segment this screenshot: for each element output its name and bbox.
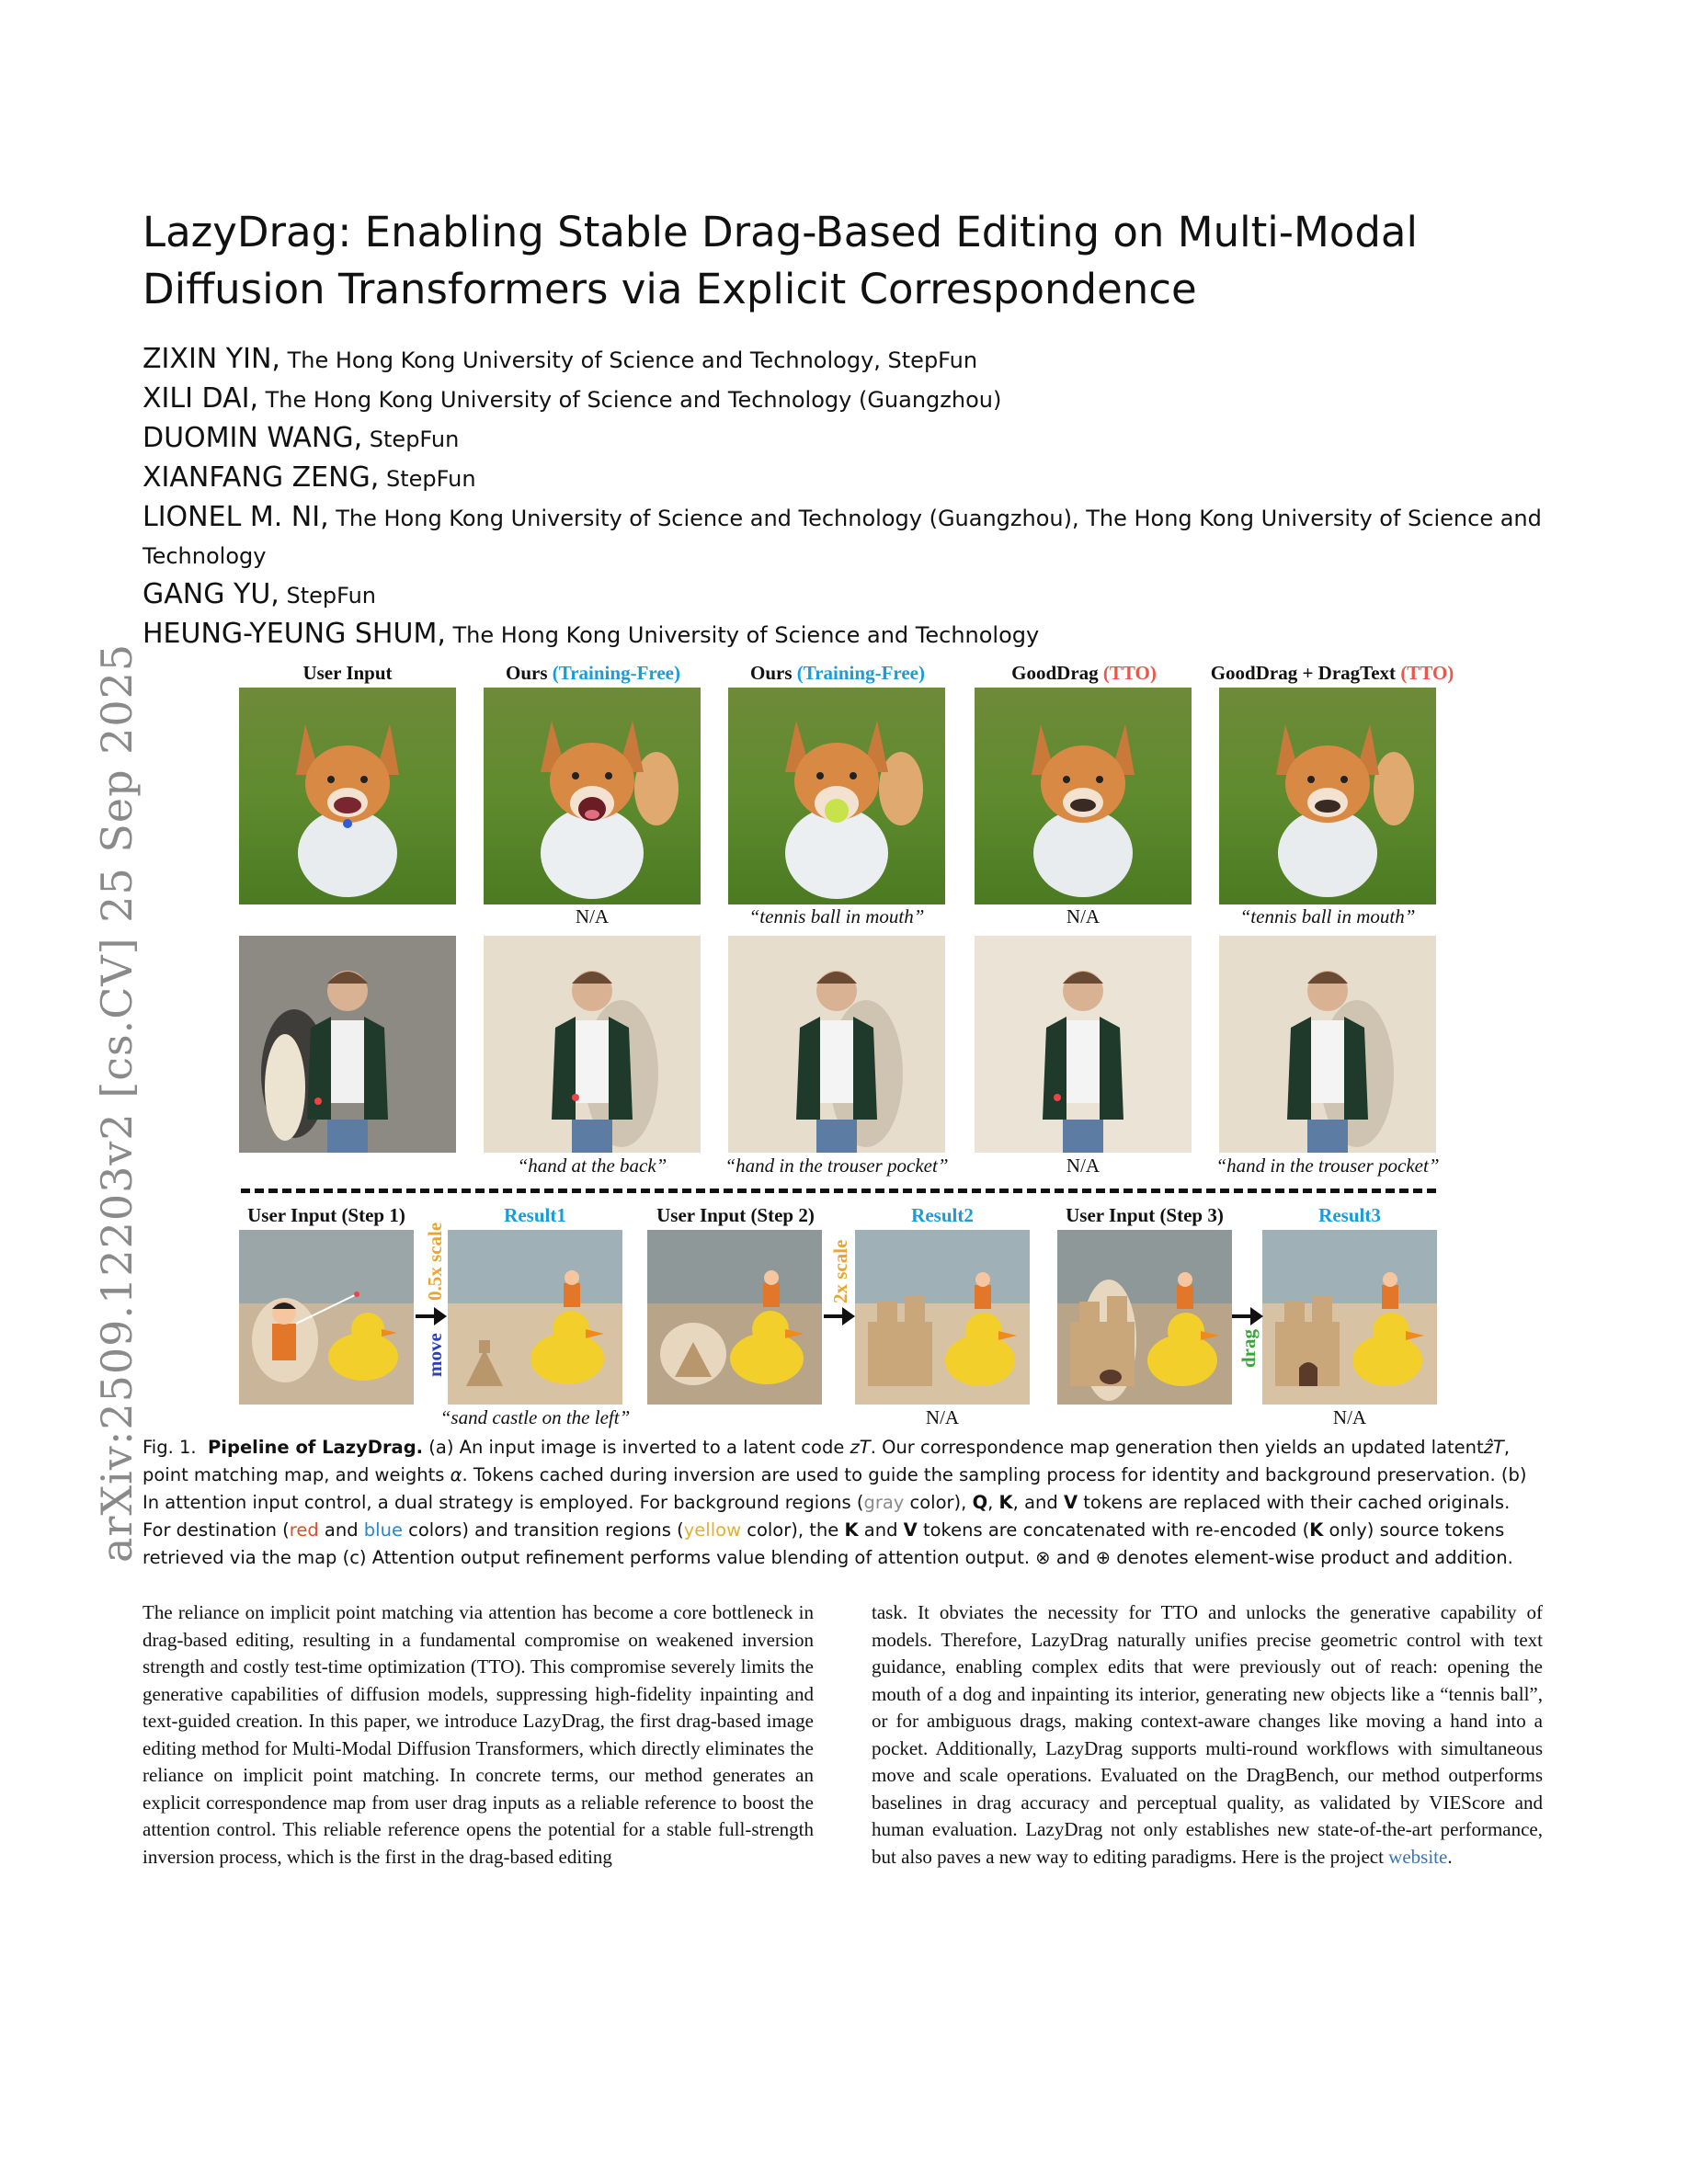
caption-text: , and (1012, 1492, 1064, 1513)
caption-K: K (1309, 1519, 1324, 1541)
header-step2: User Input (Step 2) (656, 1204, 815, 1226)
author-name: HEUNG-YEUNG SHUM, (143, 618, 446, 650)
arrow-step3-icon (1230, 1305, 1264, 1327)
caption-text: colors) and transition regions ( (402, 1519, 684, 1541)
header-tto-label: (TTO) (1102, 662, 1157, 684)
op-drag-label: drag (1237, 1329, 1260, 1368)
dog-image-ours-tennis-ball (728, 688, 945, 904)
caption-math-alpha: α (450, 1464, 462, 1485)
man-image-input (239, 936, 456, 1153)
header-training-free-label: (Training-Free) (796, 662, 925, 684)
caption-text: and (858, 1519, 904, 1541)
header-ours-1 (469, 662, 717, 685)
project-website-link[interactable]: website (1388, 1845, 1448, 1868)
header-step3: User Input (Step 3) (1066, 1204, 1224, 1226)
caption-text: tokens are replaced with their cached originals. For destination ( (143, 1492, 1511, 1541)
author-entry (143, 615, 1558, 654)
author-name: DUOMIN WANG, (143, 422, 363, 454)
caption-math-zT: zT (850, 1437, 871, 1458)
header-result3: Result3 (1318, 1204, 1381, 1226)
caption-text: , (987, 1492, 999, 1513)
caption-Q: Q (972, 1492, 988, 1513)
caption-text: and (318, 1519, 364, 1541)
caption-text: . Tokens cached during inversion are used to guide the sampling process for identity and background preservation. (b) In attention input control, a dual strategy is employed. For background regions ( (143, 1464, 1527, 1513)
author-affiliation: StepFun (362, 427, 460, 452)
header-training-free-label: (Training-Free) (552, 662, 680, 684)
row2-caption-ours-2: “hand in the trouser pocket” (724, 1155, 949, 1177)
header-gooddrag-label: GoodDrag (1011, 662, 1099, 684)
caption-text: color), (904, 1492, 973, 1513)
author-entry (143, 498, 1558, 575)
header-gooddrag-dragtext (1186, 662, 1478, 685)
caption-text: only) source tokens retrieved via the map (c) Attention output refinement performs value blending of attention output. ⊗ and ⊕ denotes element-wise product and addition. (143, 1519, 1513, 1568)
dog-image-ours-open-mouth (484, 688, 701, 904)
author-affiliation: StepFun (379, 466, 476, 492)
paper-title: LazyDrag: Enabling Stable Drag-Based Editing on Multi-Modal Diffusion Transformers via Explicit Correspondence (143, 208, 1418, 313)
row2-caption-gooddrag: N/A (1066, 1155, 1101, 1177)
result2-image (855, 1230, 1030, 1405)
arrow-step2-icon (822, 1305, 856, 1327)
step1-input-image (239, 1230, 414, 1405)
caption-red-word: red (289, 1519, 319, 1541)
figure-separator (241, 1189, 1436, 1193)
body-column-right (872, 1599, 1543, 1871)
author-affiliation: The Hong Kong University of Science and Technology (Guangzhou), The Hong Kong University of Science and Technology (143, 506, 1542, 569)
man-image-gooddrag-dragtext (1219, 936, 1436, 1153)
caption-yellow-word: yellow (683, 1519, 742, 1541)
arrow-step1-icon (414, 1305, 448, 1327)
header-step1: User Input (Step 1) (247, 1204, 405, 1226)
caption-text: . Our correspondence map generation then yields an updated latent (870, 1437, 1484, 1458)
header-ours-2 (713, 662, 962, 685)
body-right-end: . (1447, 1845, 1453, 1868)
caption-blue-word: blue (363, 1519, 403, 1541)
author-affiliation: The Hong Kong University of Science and Technology (445, 622, 1040, 648)
row1-caption-gooddrag: N/A (1066, 905, 1101, 927)
body-column-left: The reliance on implicit point matching via attention has become a core bottleneck in drag-based editing, resulting in a fundamental compromise on weakened inversion strength and costly test-time optimization (TTO). This compromise severely limits the generative capabilities of diffusion models, suppressing high-fidelity inpainting and text-guided creation. In this paper, we introduce LazyDrag, the first drag-based image editing method for Multi-Modal Diffusion Transformers, which directly eliminates the reliance on implicit point matching. In concrete terms, our method generates an explicit correspondence map from user drag inputs as a reliable reference to boost the attention control. This reliable reference opens the potential for a stable full-strength inversion process, which is the first in the drag-based editing (143, 1601, 814, 1868)
author-name: GANG YU, (143, 578, 279, 610)
author-affiliation: StepFun (279, 583, 377, 609)
caption-gray-word: gray (863, 1492, 905, 1513)
figure-caption (143, 1434, 1540, 1572)
caption-text: , point matching map, and weights (143, 1437, 1511, 1485)
caption-math-zhatT: ẑT (1483, 1437, 1504, 1458)
row1-caption-ours-2: “tennis ball in mouth” (748, 905, 925, 927)
caption-text: tokens are concatenated with re-encoded ( (917, 1519, 1310, 1541)
caption-label: Fig. 1. (143, 1437, 197, 1458)
header-user-input: User Input (302, 662, 393, 684)
header-result1: Result1 (504, 1204, 566, 1226)
author-list (143, 340, 1558, 654)
caption-K: K (844, 1519, 859, 1541)
header-ours-label: Ours (506, 662, 548, 684)
header-result2: Result2 (911, 1204, 974, 1226)
row3-caption-result1: “sand castle on the left” (439, 1406, 631, 1428)
author-entry (143, 380, 1558, 419)
man-image-ours-hand-back (484, 936, 701, 1153)
row2-caption-ours-1: “hand at the back” (517, 1155, 667, 1177)
caption-text: (a) An input image is inverted to a latent code (423, 1437, 850, 1458)
step2-input-image (647, 1230, 822, 1405)
result3-image (1262, 1230, 1437, 1405)
author-entry (143, 419, 1558, 459)
caption-text: color), the (741, 1519, 845, 1541)
author-entry (143, 575, 1558, 615)
op-move-label: move (424, 1333, 446, 1377)
author-name: XILI DAI, (143, 382, 258, 415)
author-name: LIONEL M. NI, (143, 501, 329, 533)
op-scale-half-label: 0.5x scale (424, 1222, 446, 1301)
row1-caption-ours-1: N/A (575, 905, 610, 927)
row3-caption-result2: N/A (925, 1406, 960, 1428)
author-entry (143, 340, 1558, 380)
dog-image-gooddrag-dragtext (1219, 688, 1436, 904)
man-image-ours-hand-pocket (728, 936, 945, 1153)
author-affiliation: The Hong Kong University of Science and Technology (Guangzhou) (257, 387, 1002, 413)
caption-K: K (998, 1492, 1013, 1513)
header-tto-label: (TTO) (1400, 662, 1454, 684)
author-name: XIANFANG ZENG, (143, 461, 380, 494)
header-gooddrag-dragtext-label: GoodDrag + DragText (1210, 662, 1397, 684)
row3-caption-result3: N/A (1332, 1406, 1367, 1428)
result1-image (448, 1230, 622, 1405)
row1-caption-gooddrag-dragtext: “tennis ball in mouth” (1239, 905, 1416, 927)
caption-title: Pipeline of LazyDrag. (208, 1437, 424, 1458)
header-gooddrag (960, 662, 1208, 685)
caption-V: V (903, 1519, 918, 1541)
caption-V: V (1063, 1492, 1078, 1513)
author-name: ZIXIN YIN, (143, 343, 280, 375)
man-image-gooddrag (975, 936, 1192, 1153)
body-right-text: task. It obviates the necessity for TTO and unlocks the generative capability of models. Therefore, LazyDrag naturally unifies precise geometric control with text guidance, enabling complex edits that were previously out of reach: opening the mouth of a dog and inpainting its interior, generating new objects like a “tennis ball”, or for ambiguous drags, making context-aware changes like moving a hand into a pocket. Additionally, LazyDrag supports multi-round workflows with simultaneous move and scale operations. Evaluated on the DragBench, our method outperforms baselines in drag accuracy and perceptual quality, as validated by VIEScore and human evaluation. LazyDrag not only establishes new state-of-the-art performance, but also paves a new way to editing paradigms. Here is the project (872, 1601, 1543, 1868)
author-affiliation: The Hong Kong University of Science and Technology, StepFun (279, 347, 978, 373)
step3-input-image (1057, 1230, 1232, 1405)
dog-image-gooddrag (975, 688, 1192, 904)
op-scale-2x-label: 2x scale (829, 1239, 851, 1303)
dog-image-input (239, 688, 456, 904)
author-entry (143, 459, 1558, 498)
row2-caption-gooddrag-dragtext: “hand in the trouser pocket” (1215, 1155, 1440, 1177)
arxiv-identifier: arXiv:2509.12203v2 [cs.CV] 25 Sep 2025 (92, 643, 142, 1563)
header-ours-label: Ours (750, 662, 793, 684)
